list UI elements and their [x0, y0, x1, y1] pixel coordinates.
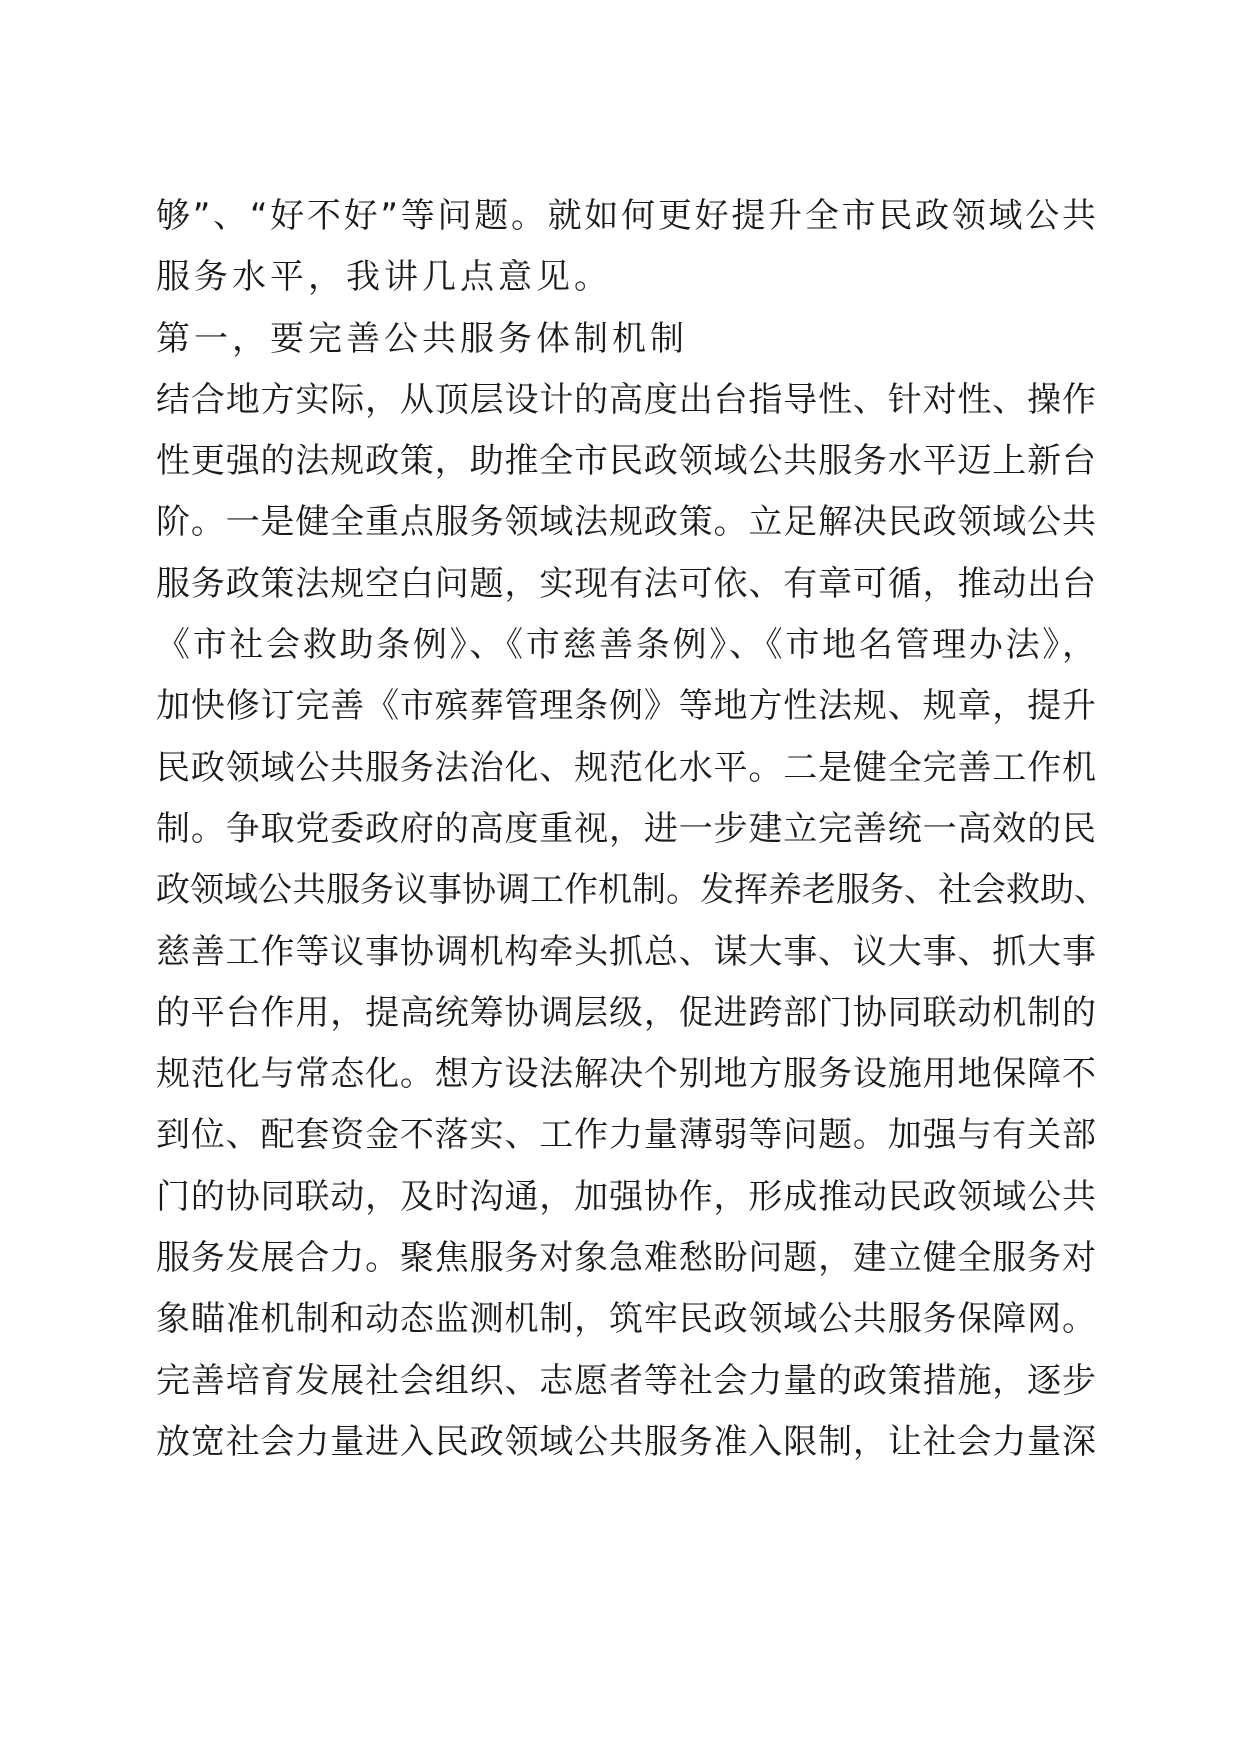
body-line: 性更强的法规政策，助推全市民政领域公共服务水平迈上新台	[156, 441, 1096, 482]
body-line: 完善培育发展社会组织、志愿者等社会力量的政策措施，逐步	[156, 1360, 1096, 1401]
body-line: 民政领域公共服务法治化、规范化水平。二是健全完善工作机	[156, 747, 1096, 788]
document-body	[156, 186, 1108, 1473]
body-line: 服务政策法规空白问题，实现有法可依、有章可循，推动出台	[156, 563, 1096, 604]
body-line: 慈善工作等议事协调机构牵头抓总、谋大事、议大事、抓大事	[156, 931, 1096, 972]
body-line: 到位、配套资金不落实、工作力量薄弱等问题。加强与有关部	[156, 1115, 1096, 1156]
body-line: 结合地方实际，从顶层设计的高度出台指导性、针对性、操作	[156, 379, 1096, 420]
body-line: 服务发展合力。聚焦服务对象急难愁盼问题，建立健全服务对	[156, 1238, 1096, 1279]
body-line: 制。争取党委政府的高度重视，进一步建立完善统一高效的民	[156, 808, 1096, 849]
body-line: 放宽社会力量进入民政领域公共服务准入限制，让社会力量深	[156, 1421, 1096, 1462]
body-line: 政领域公共服务议事协调工作机制。发挥养老服务、社会救助、	[156, 870, 1108, 911]
body-line: 加快修订完善《市殡葬管理条例》等地方性法规、规章，提升	[156, 686, 1096, 727]
intro-line: 够”、“好不好”等问题。就如何更好提升全市民政领域公共	[156, 196, 1096, 236]
body-line: 象瞄准机制和动态监测机制，筑牢民政领域公共服务保障网。	[156, 1299, 1096, 1340]
body-line: 阶。一是健全重点服务领域法规政策。立足解决民政领域公共	[156, 502, 1096, 543]
body-line: 规范化与常态化。想方设法解决个别地方服务设施用地保障不	[156, 1054, 1096, 1095]
body-line: 《市社会救助条例》、《市慈善条例》、《市地名管理办法》，	[156, 625, 1096, 666]
section-heading: 第一，要完善公共服务体制机制	[156, 318, 688, 359]
body-line: 的平台作用，提高统筹协调层级，促进跨部门协同联动机制的	[156, 992, 1096, 1033]
body-line: 门的协同联动，及时沟通，加强协作，形成推动民政领域公共	[156, 1176, 1096, 1217]
intro-line: 服务水平，我讲几点意见。	[156, 257, 612, 298]
